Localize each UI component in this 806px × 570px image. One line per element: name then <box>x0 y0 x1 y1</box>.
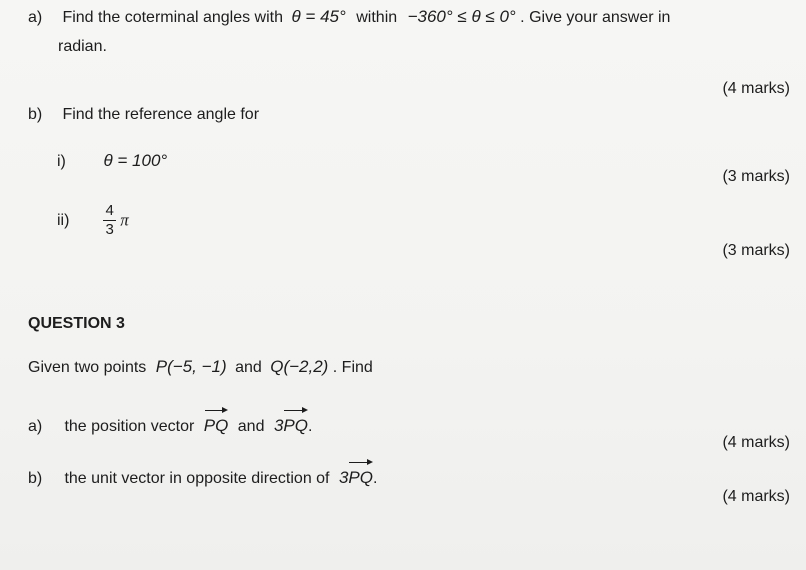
question-3-b-period: . <box>372 470 378 487</box>
question-3-a-and: and <box>237 418 265 435</box>
part-b-ii-label: ii) <box>57 211 70 229</box>
question-3-b-line <box>28 459 377 492</box>
question-3-a-label: a) <box>28 418 43 435</box>
question-3-b-label: b) <box>28 470 43 487</box>
part-a-marks: (4 marks) <box>722 80 790 97</box>
vector-3pq: PQ <box>283 407 308 439</box>
vector-3pq-b: PQ <box>348 459 373 491</box>
fraction-denominator: 3 <box>105 221 114 238</box>
part-b-ii-marks: (3 marks) <box>722 242 790 259</box>
part-b-i-marks: (3 marks) <box>722 168 790 185</box>
part-a-line2: radian. <box>58 38 107 55</box>
part-a-within: within <box>356 9 398 26</box>
question-3-b-marks: (4 marks) <box>722 488 790 505</box>
part-b-ii-line <box>57 203 129 238</box>
vector-coefficient: 3 <box>273 416 284 435</box>
part-a-theta-expr: θ = 45° <box>291 7 346 26</box>
point-q: Q(−2,2) <box>270 357 329 376</box>
part-a-text-pre: Find the coterminal angles with <box>62 9 284 26</box>
part-b-label: b) <box>28 106 43 123</box>
part-a-line1 <box>28 7 670 28</box>
fraction-numerator: 4 <box>105 202 114 219</box>
question-3-a-line <box>28 407 312 440</box>
question-3-a-text: the position vector <box>64 418 195 435</box>
pi-symbol: π <box>120 210 129 230</box>
part-b-text: Find the reference angle for <box>62 106 260 123</box>
question-3-a-marks: (4 marks) <box>722 434 790 451</box>
part-a-label: a) <box>28 9 43 26</box>
intro-text-pre: Given two points <box>28 359 147 376</box>
part-a-range-expr: −360° ≤ θ ≤ 0° <box>407 7 516 26</box>
intro-and: and <box>235 359 262 376</box>
question-3-heading: QUESTION 3 <box>28 315 125 332</box>
part-b-i-expr: θ = 100° <box>103 151 168 170</box>
vector-pq: PQ <box>204 407 229 439</box>
part-b-i-line <box>57 151 167 172</box>
question-3-intro <box>28 357 373 378</box>
question-3-a-period: . <box>307 418 313 435</box>
part-a-text-post: . Give your answer in <box>520 9 671 26</box>
part-b-line <box>28 105 259 125</box>
point-p: P(−5, −1) <box>155 357 227 376</box>
part-b-ii-fraction <box>103 203 115 238</box>
vector-coefficient-b: 3 <box>338 468 349 487</box>
question-3-b-text: the unit vector in opposite direction of <box>64 470 330 487</box>
part-b-i-label: i) <box>57 153 66 170</box>
intro-text-post: . Find <box>332 359 373 376</box>
